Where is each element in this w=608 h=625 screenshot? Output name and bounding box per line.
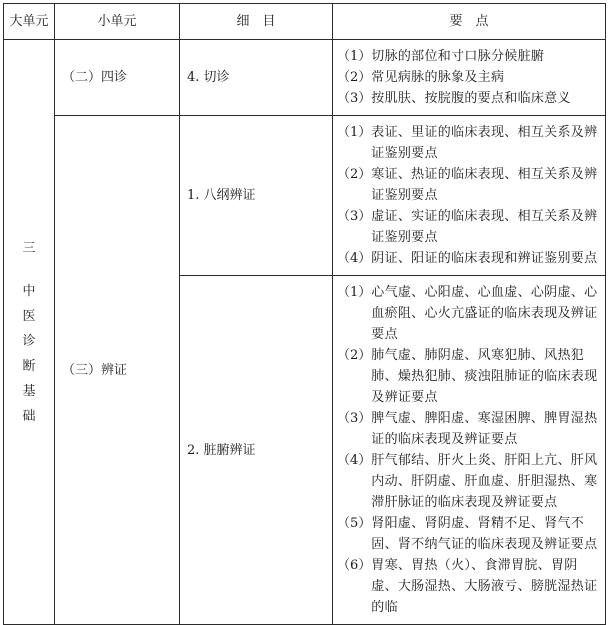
syllabus-table bbox=[3, 3, 606, 625]
point-item: （1） 表证、里证的临床表现、相互关系及辨证鉴别要点 bbox=[337, 125, 598, 161]
table-row bbox=[4, 116, 606, 276]
header-row bbox=[4, 4, 606, 40]
header-detail: 细 目 bbox=[180, 4, 333, 40]
point-item: （2） 肺气虚、肺阴虚、风寒犯肺、风热犯肺、燥热犯肺、痰浊阻肺证的临床表现及辨证要点 bbox=[337, 348, 598, 405]
points-cell bbox=[333, 116, 606, 276]
header-subunit: 小单元 bbox=[55, 4, 180, 40]
subunit-cell: （三）辨证 bbox=[55, 116, 180, 625]
point-item: （5） 肾阳虚、肾阴虚、肾精不足、肾气不固、肾不纳气证的临床表现及辨证要点 bbox=[337, 516, 598, 552]
detail-cell: 4. 切诊 bbox=[180, 40, 333, 116]
point-item: （3） 脾气虚、脾阳虚、寒湿困脾、脾胃湿热证的临床表现及辨证要点 bbox=[337, 411, 598, 447]
unit-title-char: 医 bbox=[22, 308, 36, 324]
point-item: （4） 阴证、阳证的临床表现和辨证鉴别要点 bbox=[337, 251, 598, 266]
header-unit: 大单元 bbox=[4, 4, 55, 40]
point-item: （2） 寒证、热证的临床表现、相互关系及辨证鉴别要点 bbox=[337, 167, 598, 203]
point-item: （3） 虚证、实证的临床表现、相互关系及辨证鉴别要点 bbox=[337, 209, 598, 245]
point-item: （4） 肝气郁结、肝火上炎、肝阳上亢、肝风内动、肝阴虚、肝血虚、肝胆湿热、寒滞肝脉证的临床表现及辨证要点 bbox=[337, 453, 598, 510]
table-row bbox=[4, 40, 606, 116]
point-item: （1） 心气虚、心阳虚、心血虚、心阴虚、心血瘀阻、心火亢盛证的临床表现及辨证要点 bbox=[337, 285, 598, 342]
detail-cell: 1. 八纲辨证 bbox=[180, 116, 333, 276]
detail-cell: 2. 脏腑辨证 bbox=[180, 276, 333, 625]
subunit-cell: （二）四诊 bbox=[55, 40, 180, 116]
unit-title-char: 诊 bbox=[22, 333, 36, 349]
point-item: （1） 切脉的部位和寸口脉分候脏腑 bbox=[337, 49, 545, 64]
unit-vertical-label bbox=[22, 236, 36, 429]
points-cell bbox=[333, 40, 606, 116]
unit-cell bbox=[4, 40, 55, 625]
unit-title-char: 断 bbox=[22, 358, 36, 374]
point-item: （3） 按肌肤、按脘腹的要点和临床意义 bbox=[337, 91, 571, 106]
unit-title-char: 础 bbox=[22, 408, 36, 424]
point-item: （2） 常见病脉的脉象及主病 bbox=[337, 70, 505, 85]
header-points: 要 点 bbox=[333, 4, 606, 40]
unit-title-char: 基 bbox=[22, 383, 36, 399]
unit-number: 三 bbox=[22, 240, 36, 256]
point-item: （6） 胃寒、胃热（火）、食滞胃脘、胃阴虚、大肠湿热、大肠液亏、膀胱湿热证的临 bbox=[337, 558, 598, 615]
unit-title-char: 中 bbox=[22, 283, 36, 299]
points-cell bbox=[333, 276, 606, 625]
